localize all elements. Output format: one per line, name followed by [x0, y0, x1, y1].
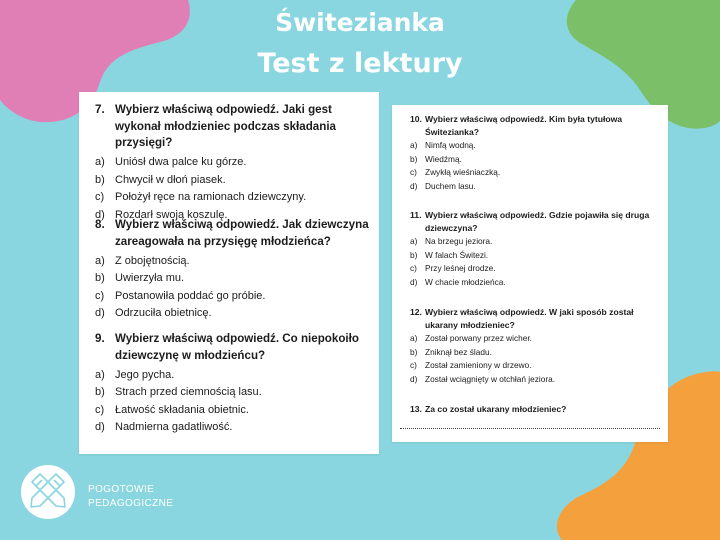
option-text: Z obojętnością.	[115, 254, 190, 267]
option-text: Jego pycha.	[115, 368, 175, 381]
page-title: Świtezianka	[275, 8, 445, 37]
option-letter: b)	[95, 272, 105, 285]
option-text: W chacie młodzieńca.	[425, 276, 506, 287]
question-text: Wybierz właściwą odpowiedź. W jaki sposób został ukarany młodzieniec?	[425, 307, 634, 330]
question-number: 9.	[95, 332, 105, 345]
option-letter: c)	[95, 191, 105, 204]
option-text: Łatwość składania obietnic.	[115, 403, 249, 416]
answer-option[interactable]	[95, 402, 375, 419]
option-letter: a)	[95, 254, 105, 267]
logo-line-1: POGOTOWIE	[88, 484, 155, 495]
answer-option[interactable]	[410, 249, 664, 263]
option-letter: a)	[410, 333, 418, 344]
option-text: Przy leśnej drodze.	[425, 263, 496, 274]
option-letter: a)	[95, 368, 105, 381]
option-letter: c)	[410, 167, 417, 178]
quiz-card-right	[392, 105, 668, 442]
answer-line[interactable]	[400, 428, 660, 429]
option-letter: b)	[95, 386, 105, 399]
option-text: Uniósł dwa palce ku górze.	[115, 156, 247, 169]
answer-option[interactable]	[95, 270, 375, 287]
option-text: Chwycił w dłoń piasek.	[115, 173, 226, 186]
answer-option[interactable]	[410, 276, 664, 290]
option-letter: c)	[410, 263, 417, 274]
option-text: Został wciągnięty w otchłań jeziora.	[425, 373, 556, 384]
answer-option[interactable]	[410, 373, 664, 387]
answer-option[interactable]	[410, 332, 664, 346]
option-text: Położył ręce na ramionach dziewczyny.	[115, 191, 307, 204]
logo-badge	[21, 465, 75, 519]
answer-option[interactable]	[95, 154, 375, 171]
question-10	[410, 113, 664, 194]
option-letter: c)	[95, 403, 105, 416]
option-letter: c)	[410, 360, 417, 371]
answer-option[interactable]	[95, 288, 375, 305]
answer-option[interactable]	[95, 189, 375, 206]
option-letter: c)	[95, 289, 105, 302]
answer-option[interactable]	[95, 367, 375, 384]
option-letter: a)	[410, 140, 418, 151]
option-letter: b)	[410, 249, 418, 260]
question-11	[410, 209, 664, 290]
option-text: Zniknął bez śladu.	[425, 346, 492, 357]
option-text: Uwierzyła mu.	[115, 272, 185, 285]
answer-option[interactable]	[95, 384, 375, 401]
question-text: Wybierz właściwą odpowiedź. Gdzie pojawiła się druga dziewczyna?	[425, 210, 650, 233]
answer-option[interactable]	[410, 262, 664, 276]
quiz-card-left	[79, 92, 379, 454]
answer-option[interactable]	[410, 139, 664, 153]
option-letter: a)	[410, 236, 418, 247]
page-subtitle: Test z lektury	[257, 48, 463, 79]
logo-text	[88, 483, 173, 511]
question-12	[410, 306, 664, 387]
question-number: 10.	[410, 114, 422, 124]
option-text: Odrzuciła obietnicę.	[115, 306, 212, 319]
question-7	[95, 102, 375, 223]
answer-option[interactable]	[95, 305, 375, 322]
question-9	[95, 331, 375, 436]
option-letter: d)	[95, 420, 105, 433]
option-text: Zwykłą wieśniaczką.	[425, 167, 501, 178]
question-text: Wybierz właściwą odpowiedź. Jak dziewczyna zareagowała na przysięgę młodzieńca?	[115, 218, 369, 248]
answer-option[interactable]	[95, 253, 375, 270]
option-text: Duchem lasu.	[425, 180, 476, 191]
option-text: Nadmierna gadatliwość.	[115, 420, 233, 433]
answer-option[interactable]	[410, 346, 664, 360]
option-letter: a)	[95, 156, 105, 169]
answer-option[interactable]	[410, 235, 664, 249]
option-text: Postanowiła poddać go próbie.	[115, 289, 266, 302]
answer-option[interactable]	[410, 180, 664, 194]
answer-option[interactable]	[410, 153, 664, 167]
answer-option[interactable]	[95, 419, 375, 436]
question-number: 12.	[410, 307, 422, 317]
question-13	[410, 403, 664, 416]
question-number: 13.	[410, 404, 422, 414]
question-number: 8.	[95, 218, 105, 231]
option-text: Został porwany przez wicher.	[425, 333, 532, 344]
question-text: Wybierz właściwą odpowiedź. Kim była tytułowa Świtezianka?	[425, 114, 623, 137]
answer-option[interactable]	[410, 359, 664, 373]
question-8	[95, 217, 375, 322]
option-letter: d)	[410, 276, 418, 287]
question-text: Wybierz właściwą odpowiedź. Co niepokoiło dziewczynę w młodzieńcu?	[115, 332, 359, 362]
option-text: Na brzegu jeziora.	[425, 236, 493, 247]
question-text: Wybierz właściwą odpowiedź. Jaki gest wykonał młodzieniec podczas składania przysięgi?	[115, 103, 337, 150]
option-text: Rozdarł swoją koszulę.	[115, 208, 228, 221]
option-letter: b)	[95, 173, 105, 186]
question-number: 7.	[95, 103, 105, 116]
question-text: Za co został ukarany młodzieniec?	[425, 404, 567, 414]
option-letter: d)	[410, 373, 418, 384]
option-letter: d)	[95, 306, 105, 319]
option-letter: b)	[410, 153, 418, 164]
option-letter: d)	[95, 208, 105, 221]
option-text: Nimfą wodną.	[425, 140, 476, 151]
option-text: W falach Świtezi.	[425, 249, 489, 260]
answer-option[interactable]	[95, 172, 375, 189]
answer-option[interactable]	[410, 166, 664, 180]
option-letter: d)	[410, 180, 418, 191]
option-text: Strach przed ciemnością lasu.	[115, 386, 262, 399]
logo-line-2: PEDAGOGICZNE	[88, 498, 174, 509]
option-text: Wiedźmą.	[425, 153, 462, 164]
option-text: Został zamieniony w drzewo.	[425, 360, 532, 371]
option-letter: b)	[410, 346, 418, 357]
question-number: 11.	[410, 210, 422, 220]
crossed-pencils-icon	[21, 465, 75, 519]
